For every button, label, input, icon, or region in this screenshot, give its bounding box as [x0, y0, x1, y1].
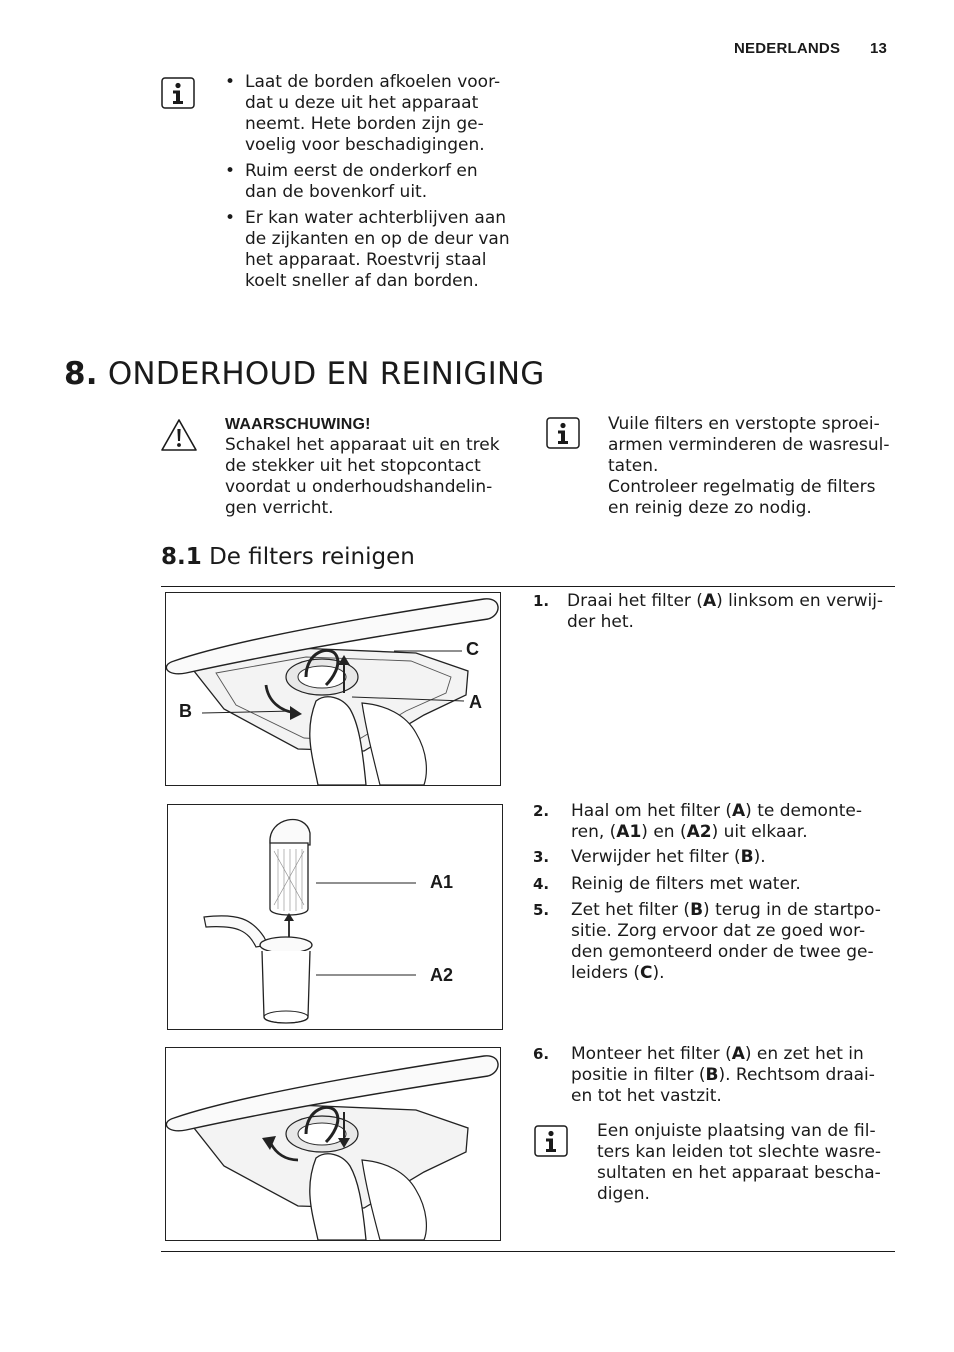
list-item: • Ruim eerst de onderkorf en dan de bovenkorf uit. [225, 161, 525, 203]
section-title: ONDERHOUD EN REINIGING [107, 356, 545, 392]
section-number: 8. [64, 356, 98, 392]
page-number: 13 [870, 40, 888, 57]
divider [161, 586, 895, 587]
section-info-text: Vuile filters en verstopte sproei- armen verminderen de wasresul- taten. Controleer regelmatig de filters en reinig deze zo nodig. [608, 414, 890, 518]
subsection-number: 8.1 [161, 544, 202, 570]
warning-icon [160, 418, 198, 452]
filter-removal-illustration [166, 593, 500, 785]
label-a1: A1 [430, 872, 454, 892]
divider [161, 1251, 895, 1252]
label-c: C [466, 639, 479, 659]
section-heading [64, 356, 545, 392]
top-info-list [225, 72, 525, 297]
figure-install-filter [165, 1047, 501, 1241]
bottom-info-text: Een onjuiste plaatsing van de fil- ters kan leiden tot slechte wasre- sultaten en het apparaat bescha- digen. [597, 1121, 882, 1204]
info-icon [161, 77, 195, 109]
warning-text: WAARSCHUWING! Schakel het apparaat uit en trek de stekker uit het stopcontact voordat u onderhoudshandelin- gen verricht. [225, 414, 515, 519]
figure-disassemble-filter [167, 804, 503, 1030]
info-icon [546, 417, 580, 449]
figure-remove-filter [165, 592, 501, 786]
subsection-heading [161, 543, 415, 571]
filter-parts-illustration [168, 805, 502, 1029]
header-language: NEDERLANDS [734, 40, 841, 57]
label-b: B [179, 701, 192, 721]
warning-title: WAARSCHUWING! [225, 416, 371, 433]
list-item: • Laat de borden afkoelen voor- dat u deze uit het apparaat neemt. Hete borden zijn ge- voelig voor beschadigingen. [225, 72, 525, 156]
filter-installation-illustration [166, 1048, 500, 1240]
info-icon [534, 1125, 568, 1157]
list-item: • Er kan water achterblijven aan de zijkanten en op de deur van het apparaat. Roestvrij staal koelt sneller af dan borden. [225, 208, 525, 292]
label-a: A [469, 692, 482, 712]
label-a2: A2 [430, 965, 454, 985]
subsection-title: De filters reinigen [209, 544, 415, 570]
